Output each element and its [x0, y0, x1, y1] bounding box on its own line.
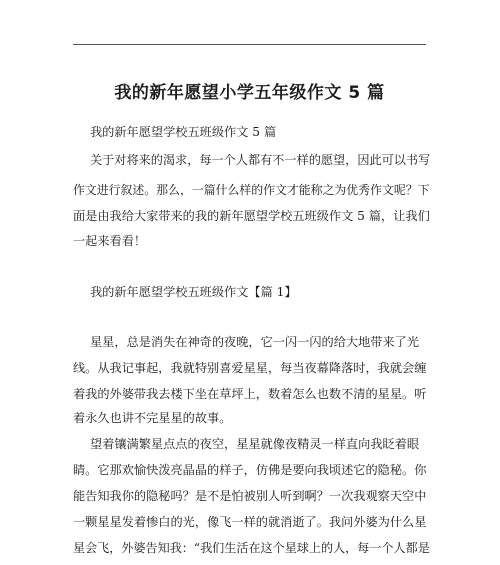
- subtitle-line: 我的新年愿望学校五班级作文 5 篇: [90, 125, 277, 139]
- body-paragraph-2-line-1: 望着镶满繁星点点的夜空，星星就像夜精灵一样直向我眨着眼: [90, 437, 420, 451]
- body-paragraph-2-line-4: 一颗星星发着惨白的光，像飞一样的就消逝了。我问外婆为什么星: [73, 515, 427, 529]
- body-paragraph-1-line-2: 线。从我记事起，我就特别喜爱星星，每当夜幕降落时，我就会缠: [73, 361, 427, 375]
- body-paragraph-1-line-1: 星星，总是消失在神奇的夜晚，它一闪一闪的给大地带来了光: [90, 335, 420, 349]
- intro-paragraph-line-1: 关于对将来的渴求，每一个人都有不一样的愿望，因此可以书写: [90, 153, 431, 167]
- intro-paragraph-line-4: 一起来看看！: [73, 234, 147, 248]
- header-rule: [73, 44, 426, 45]
- body-paragraph-2-line-3: 能告知我你的隐秘吗？是不是怕被别人听到啊？一次我观察天空中: [73, 489, 427, 503]
- body-paragraph-1-line-3: 着我的外婆带我去楼下坐在草坪上，数着怎么也数不清的星星。听: [73, 387, 427, 401]
- document-title: 我的新年愿望小学五年级作文 5 篇: [114, 83, 385, 103]
- intro-paragraph-line-3: 面是由我给大家带来的我的新年愿望学校五班级作文 5 篇，让我们: [73, 209, 430, 223]
- body-paragraph-2-line-2: 睛。它那欢愉快泼亮晶晶的样子，仿佛是要向我顷述它的隐秘。你: [73, 463, 427, 477]
- section-heading: 我的新年愿望学校五班级作文【篇 1】: [90, 285, 297, 299]
- intro-paragraph-line-2: 作文进行叙述。那么，一篇什么样的作文才能称之为优秀作文呢？下: [73, 183, 430, 197]
- body-paragraph-1-line-4: 着永久也讲不完星星的故事。: [73, 411, 232, 425]
- body-paragraph-2-line-5: 星会飞，外婆告知我：“我们生活在这个星球上的人，每一个人都是: [73, 541, 430, 555]
